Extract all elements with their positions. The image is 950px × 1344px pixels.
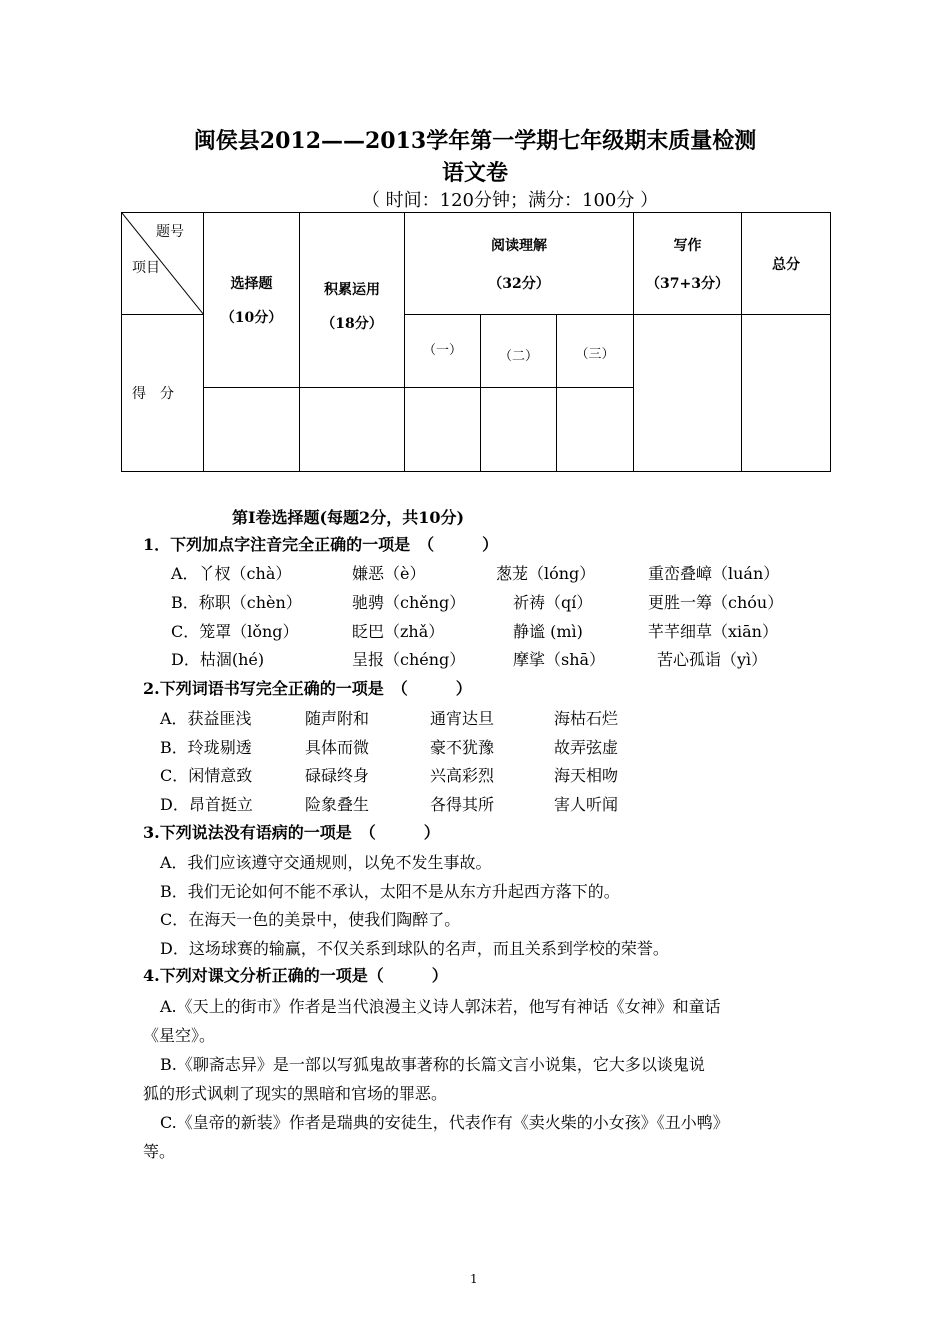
score-table [121, 212, 831, 472]
col-reading-points: （32分） [488, 275, 550, 292]
exam-info: （ 时间：120分钟；满分：100分 ） [361, 190, 659, 211]
corner-label-item: 项目 [132, 260, 160, 276]
q1-d-3: 摩挲（shā） [513, 650, 606, 669]
q2-a-2: 随声附和 [305, 709, 370, 728]
q2-d-4: 害人听闻 [554, 795, 619, 814]
q1-b-2: 驰骋（chěng） [352, 593, 466, 612]
col-writing-label: 写作 [673, 237, 702, 254]
q1-d-1: D．枯涸(hé) [171, 650, 265, 669]
q1-d-4: 苦心孤诣（yì） [657, 650, 768, 669]
q4-option-b-line2: 狐的形式讽刺了现实的黑暗和官场的罪恶。 [143, 1084, 448, 1103]
q1-a-1: A．丫杈（chà） [171, 564, 292, 583]
q4-option-a-line1: A.《天上的街市》作者是当代浪漫主义诗人郭沫若，他写有神话《女神》和童话 [160, 997, 721, 1016]
score-accum-cell[interactable] [300, 388, 405, 472]
q1-c-1: C．笼罩（lǒng） [171, 622, 299, 641]
q1-c-4: 芊芊细草（xiān） [648, 622, 778, 641]
q2-c-4: 海天相吻 [554, 766, 619, 785]
q4-option-a-line2: 《星空》。 [143, 1026, 216, 1045]
q2-a-4: 海枯石烂 [554, 709, 619, 728]
q3-option-d: D．这场球赛的输赢，不仅关系到球队的名声，而且关系到学校的荣誉。 [160, 939, 669, 958]
q3-option-c: C．在海天一色的美景中，使我们陶醉了。 [160, 910, 461, 929]
q1-b-4: 更胜一筹（chóu） [648, 593, 784, 612]
q4-option-c-line2: 等。 [143, 1142, 176, 1161]
sub-col-1: （一） [405, 315, 481, 388]
page-number: 1 [470, 1272, 478, 1286]
page-title: 闽侯县2012——2013学年第一学期七年级期末质量检测 [193, 128, 757, 154]
q1-c-3: 静谧 (mì) [513, 622, 583, 641]
page-subtitle-paper: 语文卷 [441, 160, 508, 186]
q2-b-3: 豪不犹豫 [430, 738, 495, 757]
q1-c-2: 眨巴（zhǎ） [352, 622, 445, 641]
q3-stem: 3.下列说法没有语病的一项是 （ ） [143, 823, 440, 842]
col-total-header: 总分 [742, 213, 831, 315]
row-score-label: 得 分 [122, 315, 204, 472]
q1-a-4: 重峦叠嶂（luán） [648, 564, 780, 583]
q2-d-3: 各得其所 [430, 795, 495, 814]
q4-option-b-line1: B.《聊斋志异》是一部以写狐鬼故事著称的长篇文言小说集，它大多以谈鬼说 [160, 1055, 705, 1074]
col-writing-header [634, 213, 742, 315]
q1-a-2: 嫌恶（è） [352, 564, 426, 583]
sub-col-2: （二） [481, 315, 557, 388]
col-choice-label: 选择题 [230, 276, 273, 292]
score-reading-1-cell[interactable] [405, 388, 481, 472]
corner-label-number: 题号 [156, 224, 184, 240]
score-choice-cell[interactable] [204, 388, 300, 472]
q2-d-2: 险象叠生 [305, 795, 370, 814]
q2-d-1: D．昂首挺立 [160, 795, 253, 814]
col-reading-header [405, 213, 634, 315]
section-heading: 第Ⅰ卷选择题(每题2分，共10分) [232, 508, 465, 527]
q2-b-2: 具体而微 [305, 738, 370, 757]
q2-c-1: C．闲情意致 [160, 766, 253, 785]
col-writing-points: （37+3分） [646, 275, 729, 292]
col-accum-label: 积累运用 [324, 282, 380, 298]
q4-option-c-line1: C.《皇帝的新装》作者是瑞典的安徒生，代表作有《卖火柴的小女孩》《丑小鸭》 [160, 1113, 729, 1132]
q1-a-3: 葱茏（lóng） [496, 564, 596, 583]
q3-option-b: B．我们无论如何不能不承认，太阳不是从东方升起西方落下的。 [160, 882, 620, 901]
q2-a-1: A．获益匪浅 [160, 709, 252, 728]
q2-b-1: B．玲珑剔透 [160, 738, 252, 757]
q4-stem: 4.下列对课文分析正确的一项是（ ） [143, 966, 448, 985]
q1-stem: 1．下列加点字注音完全正确的一项是 （ ） [143, 535, 499, 554]
col-reading-label: 阅读理解 [491, 237, 547, 254]
q1-b-1: B．称职（chèn） [171, 593, 302, 612]
col-choice-header [204, 213, 300, 388]
col-choice-points: （10分） [220, 310, 283, 326]
q2-a-3: 通宵达旦 [430, 709, 495, 728]
q1-d-2: 呈报（chéng） [352, 650, 466, 669]
score-reading-2-cell[interactable] [481, 388, 557, 472]
q2-stem: 2.下列词语书写完全正确的一项是 （ ） [143, 679, 472, 698]
q2-c-2: 碌碌终身 [305, 766, 370, 785]
score-total-cell[interactable] [742, 315, 831, 472]
q1-b-3: 祈祷（qí） [513, 593, 593, 612]
q2-b-4: 故弄弦虚 [554, 738, 619, 757]
score-reading-3-cell[interactable] [557, 388, 634, 472]
score-writing-cell[interactable] [634, 315, 742, 472]
col-accum-points: （18分） [321, 316, 383, 332]
q2-c-3: 兴高彩烈 [430, 766, 495, 785]
col-accum-header [300, 213, 405, 388]
sub-col-3: （三） [557, 315, 634, 388]
q3-option-a: A．我们应该遵守交通规则，以免不发生事故。 [160, 853, 492, 872]
table-corner-cell [122, 213, 204, 315]
